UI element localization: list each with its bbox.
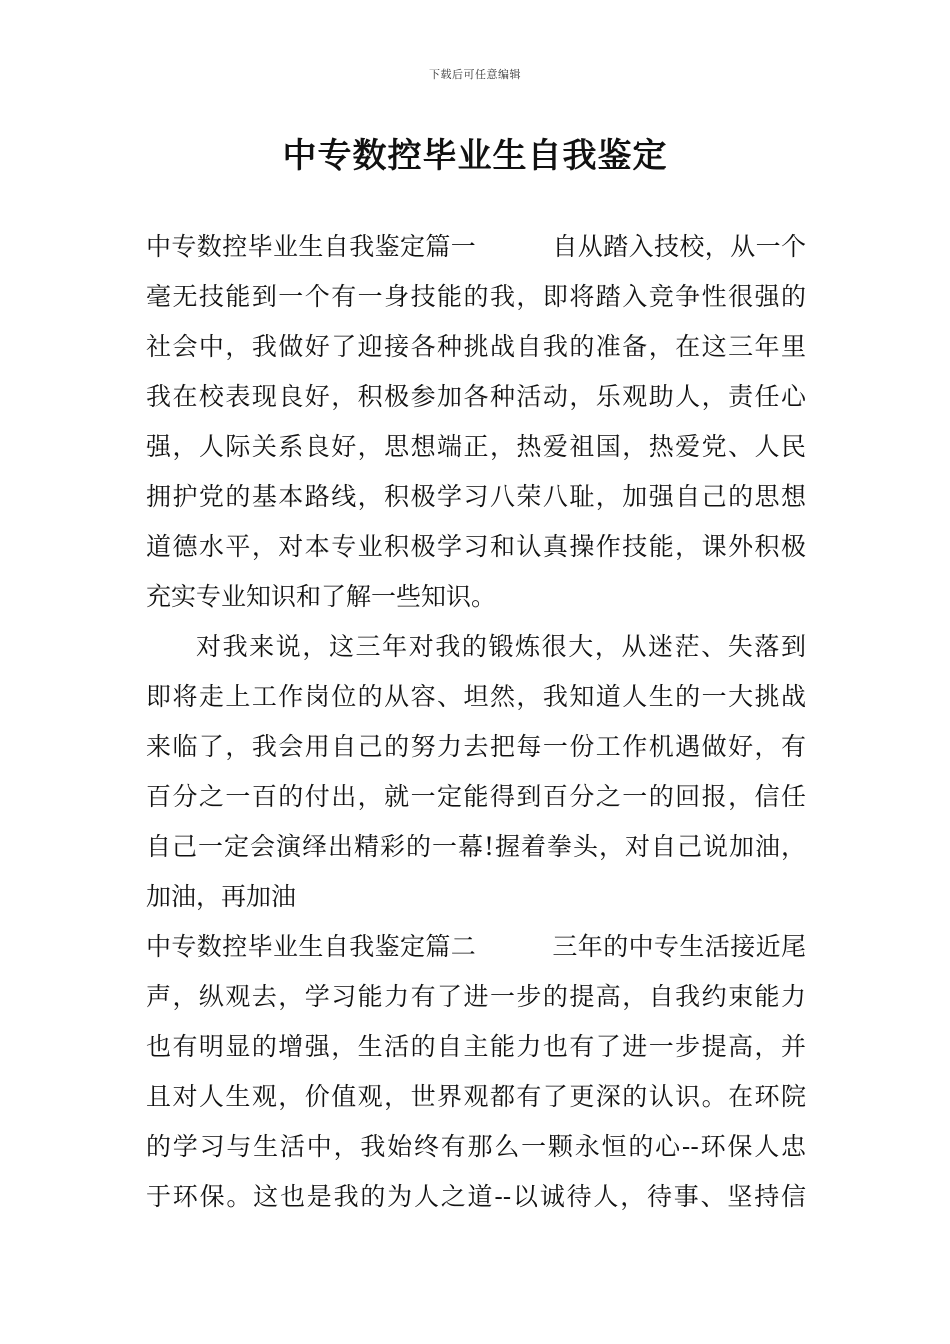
text-line: 中专数控毕业生自我鉴定篇二 三年的中专生活接近尾: [146, 932, 806, 961]
text-line: 中专数控毕业生自我鉴定篇一 自从踏入技校，从一个: [146, 232, 806, 261]
page-title: 中专数控毕业生自我鉴定: [282, 136, 668, 176]
text-line: 加油，再加油: [146, 882, 297, 911]
text-line: 毫无技能到一个有一身技能的我，即将踏入竞争性很强的: [146, 282, 806, 311]
text-line: 百分之一百的付出，就一定能得到百分之一的回报，信任: [146, 782, 806, 811]
text-line: 也有明显的增强，生活的自主能力也有了进一步提高，并: [146, 1032, 806, 1061]
text-line: 拥护党的基本路线，积极学习八荣八耻，加强自己的思想: [146, 482, 806, 511]
text-line: 我在校表现良好，积极参加各种活动，乐观助人，责任心: [146, 382, 806, 411]
header-note: 下载后可任意编辑: [429, 68, 521, 81]
text-line: 强，人际关系良好，思想端正，热爱祖国，热爱党、人民: [146, 432, 806, 461]
text-line: 声，纵观去，学习能力有了进一步的提高，自我约束能力: [146, 982, 806, 1011]
text-line: 自己一定会演绎出精彩的一幕!握着拳头，对自己说加油，: [146, 832, 806, 861]
text-line: 充实专业知识和了解一些知识。: [146, 582, 497, 611]
body-text: [146, 222, 806, 1222]
text-line: 来临了，我会用自己的努力去把每一份工作机遇做好，有: [146, 732, 806, 761]
text-line: 的学习与生活中，我始终有那么一颗永恒的心--环保人忠: [146, 1132, 806, 1161]
text-line: 社会中，我做好了迎接各种挑战自我的准备，在这三年里: [146, 332, 806, 361]
text-line: 即将走上工作岗位的从容、坦然，我知道人生的一大挑战: [146, 682, 806, 711]
text-line: 对我来说，这三年对我的锻炼很大，从迷茫、失落到: [196, 632, 806, 661]
text-line: 且对人生观，价值观，世界观都有了更深的认识。在环院: [146, 1082, 806, 1111]
text-line: 于环保。这也是我的为人之道--以诚待人，待事、坚持信: [146, 1182, 806, 1211]
text-line: 道德水平，对本专业积极学习和认真操作技能，课外积极: [146, 532, 806, 561]
